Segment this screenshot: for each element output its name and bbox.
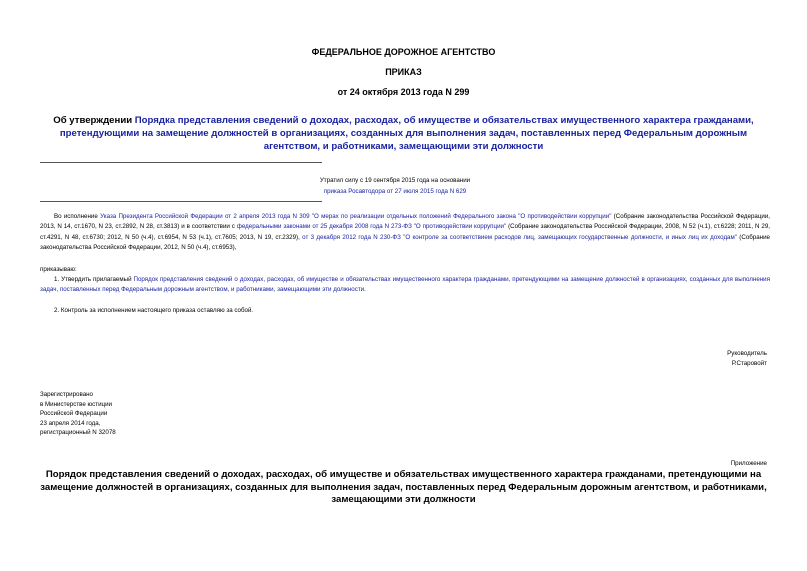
- preamble-text-4: (Собрание законодательства Российской Федерации, 2012, N 50 (ч.4), ст.6953),: [40, 233, 770, 251]
- preamble-text-3: (Собрание законодательства Российской Федерации, 2008, N 52 (ч.1), ст.6228; 2011, N 29, ст.4291, N 48, ст.6730; 2012, N 50 (ч.4), ст.6954, N 53 (ч.1), ст.7605; 2013, N 19, ст.2329),: [40, 223, 771, 241]
- signature-position: Руководитель: [727, 350, 767, 357]
- preamble-text-1: Во исполнение: [54, 213, 101, 220]
- preamble-paragraph: [40, 212, 770, 253]
- signature-block: [567, 349, 767, 368]
- preamble-link-law-230[interactable]: от 3 декабря 2012 года N 230-ФЗ "О контроле за соответствием расходов лиц, замещающих государственные должности, и иных лиц их доходам": [302, 233, 737, 241]
- preamble-link-law-273[interactable]: федеральными законами от 25 декабря 2008 года N 273-ФЗ "О противодействии коррупции": [236, 223, 507, 231]
- doc-date-number: от 24 октября 2013 года N 299: [337, 87, 470, 97]
- divider-top: [40, 162, 322, 163]
- item-1-link[interactable]: Порядок представления сведений о доходах, расходах, об имуществе и обязательствах имущественного характера гражданами, претендующими на замещение должностей в организациях, созданных для выполнения задач, поставленных перед Федеральным дорожным агентством, и работниками, замещающими эти должности: [40, 276, 770, 294]
- item-1-suffix: .: [364, 286, 366, 294]
- item-1-paragraph: [40, 275, 770, 296]
- lost-force-text: Утратил силу с 19 сентября 2015 года на основании: [319, 177, 471, 184]
- divider-bottom: [40, 201, 322, 202]
- item-2-paragraph: 2. Контроль за исполнением настоящего приказа оставляю за собой.: [54, 307, 254, 314]
- registration-line-1: Зарегистрировано: [40, 391, 93, 398]
- document-title: [40, 114, 767, 153]
- title-prefix: Об утверждении: [53, 115, 135, 126]
- registration-line-2: в Министерстве юстиции: [40, 400, 113, 408]
- registration-line-5: регистрационный N 32078: [40, 429, 116, 437]
- lost-force-note: [270, 175, 520, 197]
- preamble-text-2: (Собрание законодательства Российской Федерации, 2013, N 14, ст.1670, N 23, ст.2892, N 28, ст.3813) и в соответствии с: [40, 213, 770, 231]
- appendix-title: Порядок представления сведений о доходах, расходах, об имуществе и обязательствах имущественного характера гражданами, претендующими на замещение должностей в организациях, созданных для выполнения задач, поставленных перед Федеральным дорожным агентством, и работниками, замещающими эти должности: [40, 469, 767, 505]
- lost-force-link[interactable]: приказа Росавтодора от 27 июля 2015 года N 629: [323, 188, 467, 195]
- registration-line-4: 23 апреля 2014 года,: [40, 419, 101, 427]
- appendix-label: Приложение: [730, 460, 767, 467]
- item-1-prefix: 1. Утвердить прилагаемый: [54, 276, 134, 283]
- preamble-link-decree[interactable]: Указа Президента Российской Федерации от 2 апреля 2013 года N 309 "О мерах по реализации отдельных положений Федерального закона "О противодействии коррупции": [100, 213, 612, 220]
- registration-block: [40, 390, 116, 438]
- doc-type: ПРИКАЗ: [385, 67, 422, 77]
- title-link[interactable]: Порядка представления сведений о доходах, расходах, об имуществе и обязательствах имущественного характера гражданами, претендующими на замещение должностей в организациях, созданных для выполнения задач, поставленных перед Федеральным дорожным агентством, и работниками, замещающими эти должности: [59, 115, 754, 152]
- registration-line-3: Российской Федерации: [40, 410, 108, 418]
- signature-name: Р.Старовойт: [731, 359, 767, 367]
- orders-word: приказываю:: [40, 266, 77, 273]
- agency-name: ФЕДЕРАЛЬНОЕ ДОРОЖНОЕ АГЕНТСТВО: [311, 47, 496, 57]
